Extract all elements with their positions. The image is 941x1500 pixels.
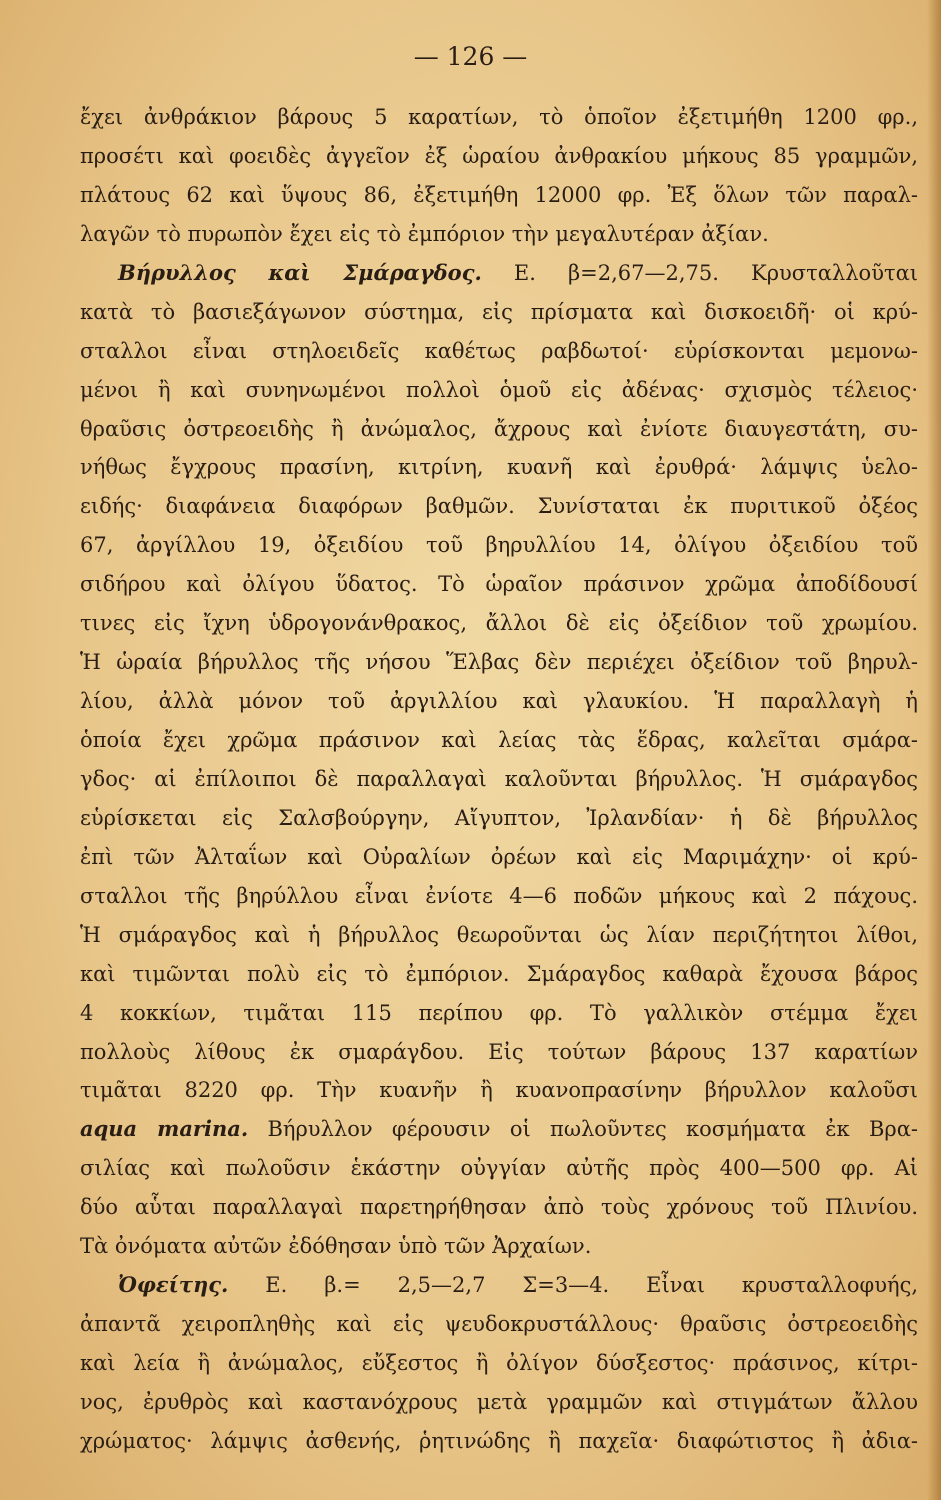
- line-text: καὶ τιμῶνται πολὺ εἰς τὸ ἐμπόριον. Σμάραγδος καθαρὰ ἔχουσα βάρος: [80, 961, 918, 986]
- line-text: Ε. β.= 2,5—2,7 Σ=3—4. Εἶναι κρυσταλλοφυής,: [228, 1273, 918, 1298]
- line-text: γδος· αἱ ἐπίλοιποι δὲ παραλλαγαὶ καλοῦνται βήρυλλος. Ἡ σμάραγδος: [80, 766, 918, 791]
- line-text: Ἡ ὡραία βήρυλλος τῆς νήσου Ἕλβας δὲν περιέχει ὀξείδιον τοῦ βηρυλ-: [80, 650, 918, 675]
- line-text: προσέτι καὶ φοειδὲς ἀγγεῖον ἐξ ὡραίου ἀνθρακίου μήκους 85 γραμμῶν,: [80, 143, 918, 168]
- line-text: λίου, ἀλλὰ μόνον τοῦ ἀργιλλίου καὶ γλαυκίου. Ἡ παραλλαγὴ ἡ: [80, 689, 918, 714]
- line-text: πολλοὺς λίθους ἐκ σμαράγδου. Εἰς τούτων βάρους 137 καρατίων: [80, 1039, 918, 1064]
- line-text: καὶ λεία ἢ ἀνώμαλος, εὔξεστος ἢ ὀλίγον δύσξεστος· πράσινος, κίτρι-: [80, 1351, 918, 1375]
- text-line: [80, 877, 918, 916]
- line-text: ὁποία ἔχει χρῶμα πράσινον καὶ λείας τὰς ἕδρας, καλεῖται σμάρα-: [80, 728, 918, 752]
- line-text: Ε. β=2,67—2,75. Κρυσταλλοῦται: [481, 260, 918, 285]
- text-line: [80, 994, 918, 1033]
- line-text: Τὰ ὀνόματα αὐτῶν ἐδόθησαν ὑπὸ τῶν Ἀρχαίων.: [80, 1234, 592, 1259]
- text-line: [80, 955, 918, 994]
- line-text: ἐπὶ τῶν Ἀλταΐων καὶ Οὐραλίων ὀρέων καὶ εἰς Μαριμάχην· οἱ κρύ-: [80, 844, 918, 869]
- text-line: [80, 565, 918, 604]
- line-text: νος, ἐρυθρὸς καὶ καστανόχρους μετὰ γραμμῶν καὶ στιγμάτων ἄλλου: [80, 1389, 918, 1414]
- text-line: [80, 682, 918, 721]
- text-line: [80, 448, 918, 487]
- text-line: [80, 1033, 918, 1072]
- text-line: [80, 293, 918, 332]
- line-text: σιλίας καὶ πωλοῦσιν ἑκάστην οὐγγίαν αὐτῆς πρὸς 400—500 φρ. Αἱ: [80, 1156, 918, 1181]
- line-text: κατὰ τὸ βασιεξάγωνον σύστημα, εἰς πρίσματα καὶ δισκοειδῆ· οἱ κρύ-: [80, 299, 918, 324]
- line-text: σταλλοι τῆς βηρύλλου εἶναι ἐνίοτε 4—6 ποδῶν μήκους καὶ 2 πάχους.: [80, 883, 918, 908]
- text-line: [80, 643, 918, 682]
- heading-term: aqua marina.: [80, 1116, 249, 1142]
- text-line: [80, 1071, 918, 1110]
- line-text: θραῦσις ὀστρεοειδὴς ἢ ἀνώμαλος, ἄχρους καὶ ἐνίοτε διαυγεστάτη, συ-: [80, 416, 918, 441]
- text-line: [80, 1110, 918, 1149]
- text-line: [80, 916, 918, 955]
- line-text: Ἡ σμάραγδος καὶ ἡ βήρυλλος θεωροῦνται ὡς λίαν περιζήτητοι λίθοι,: [80, 922, 918, 947]
- text-line: [80, 215, 918, 254]
- text-line: [80, 799, 918, 838]
- line-text: δύο αὗται παραλλαγαὶ παρετηρήθησαν ἀπὸ τοὺς χρόνους τοῦ Πλινίου.: [80, 1195, 918, 1220]
- line-text: σταλλοι εἶναι στηλοειδεῖς καθέτως ραβδωτοί· εὑρίσκονται μεμονω-: [80, 338, 918, 363]
- line-text: χρώματος· λάμψις ἀσθενής, ῥητινώδης ἢ παχεῖα· διαφώτιστος ἢ ἀδια-: [80, 1428, 918, 1453]
- text-line: [80, 410, 918, 449]
- line-text: Βήρυλλον φέρουσιν οἱ πωλοῦντες κοσμήματα ἐκ Βρα-: [248, 1117, 918, 1142]
- line-text: ἀπαντᾶ χειροπληθὴς καὶ εἰς ψευδοκρυστάλλους· θραῦσις ὀστρεοειδὴς: [80, 1312, 918, 1337]
- heading-term: Ὀφείτης.: [118, 1272, 229, 1298]
- line-text: σιδήρου καὶ ὀλίγου ὕδατος. Τὸ ὡραῖον πράσινον χρῶμα ἀποδίδουσί: [80, 572, 918, 597]
- line-text: τιμᾶται 8220 φρ. Τὴν κυανῆν ἢ κυανοπρασίνην βήρυλλον καλοῦσι: [80, 1078, 918, 1103]
- text-line: [80, 526, 918, 565]
- heading-term: Βήρυλλος καὶ Σμάραγδος.: [118, 259, 482, 285]
- text-line: [80, 1266, 918, 1305]
- text-line: [80, 1188, 918, 1227]
- text-line: [80, 1149, 918, 1188]
- text-line: [80, 176, 918, 215]
- body-text: [80, 98, 918, 1461]
- text-line: [80, 1344, 918, 1383]
- text-line: [80, 760, 918, 799]
- text-line: [80, 1305, 918, 1344]
- text-line: [80, 371, 918, 410]
- line-text: ἔχει ἀνθράκιον βάρους 5 καρατίων, τὸ ὁποῖον ἐξετιμήθη 1200 φρ.,: [80, 105, 918, 129]
- text-line: [80, 604, 918, 643]
- line-text: εὑρίσκεται εἰς Σαλσβούργην, Αἴγυπτον, Ἰρλανδίαν· ἡ δὲ βήρυλλος: [80, 805, 918, 830]
- page-edge-shadow: [927, 0, 941, 1500]
- line-text: 4 κοκκίων, τιμᾶται 115 περίπου φρ. Τὸ γαλλικὸν στέμμα ἔχει: [80, 1000, 918, 1025]
- text-line: [80, 721, 918, 760]
- text-line: [80, 487, 918, 526]
- text-line: [80, 1227, 918, 1266]
- text-line: [80, 1383, 918, 1422]
- text-line: [80, 332, 918, 371]
- line-text: 67, ἀργίλλου 19, ὀξειδίου τοῦ βηρυλλίου 14, ὀλίγου ὀξειδίου τοῦ: [80, 533, 918, 558]
- text-line: [80, 254, 918, 293]
- line-text: νήθως ἔγχρους πρασίνη, κιτρίνη, κυανῆ καὶ ἐρυθρά· λάμψις ὑελο-: [80, 455, 918, 480]
- line-text: μένοι ἢ καὶ συνηνωμένοι πολλοὶ ὁμοῦ εἰς ἀδένας· σχισμὸς τέλειος·: [80, 377, 918, 402]
- text-line: [80, 137, 918, 176]
- line-text: πλάτους 62 καὶ ὕψους 86, ἐξετιμήθη 12000 φρ. Ἐξ ὅλων τῶν παραλ-: [80, 182, 918, 207]
- line-text: ειδής· διαφάνεια διαφόρων βαθμῶν. Συνίσταται ἐκ πυριτικοῦ ὀξέος: [80, 494, 918, 519]
- page-number: — 126 —: [413, 42, 528, 71]
- text-line: [80, 1422, 918, 1461]
- text-line: [80, 838, 918, 877]
- line-text: τινες εἰς ἴχνη ὑδρογονάνθρακος, ἄλλοι δὲ εἰς ὀξείδιον τοῦ χρωμίου.: [80, 611, 918, 636]
- text-line: [80, 98, 918, 137]
- line-text: λαγῶν τὸ πυρωπὸν ἔχει εἰς τὸ ἐμπόριον τὴν μεγαλυτέραν ἀξίαν.: [80, 221, 769, 246]
